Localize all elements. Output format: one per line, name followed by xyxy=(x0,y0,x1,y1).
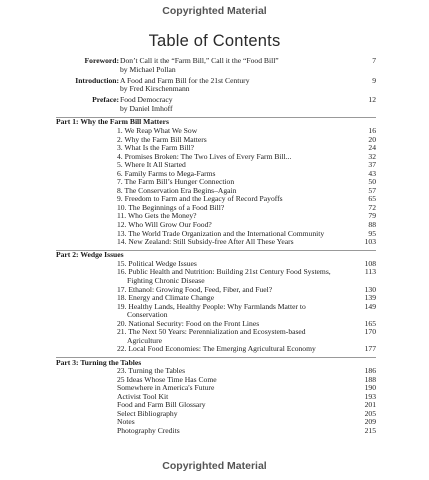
front-matter-title: Don’t Call it the “Farm Bill,” Call it the “Food Bill” xyxy=(120,56,279,65)
copyright-watermark-top: Copyrighted Material xyxy=(162,5,267,17)
toc-entry-title: Notes xyxy=(117,417,135,427)
page-number: 165 xyxy=(364,318,376,328)
page-number: 113 xyxy=(364,267,376,277)
toc-entry-title: 11. Who Gets the Money? xyxy=(117,211,197,221)
toc-entry-title: 20. National Security: Food on the Front Lines xyxy=(117,318,260,328)
page-number: 170 xyxy=(364,327,376,337)
page-number: 43 xyxy=(368,168,376,178)
toc-entry xyxy=(56,136,376,145)
toc-entry xyxy=(56,328,376,345)
page-number: 108 xyxy=(364,258,376,268)
page-number: 139 xyxy=(364,293,376,303)
toc-entry-title: 12. Who Will Grow Our Food? xyxy=(117,220,212,230)
copyright-watermark-bottom: Copyrighted Material xyxy=(162,460,267,472)
toc-entry-title: Activist Tool Kit xyxy=(117,391,169,401)
page-number: 88 xyxy=(368,220,376,230)
part-heading: Part 2: Wedge Issues xyxy=(56,250,376,260)
toc-entry xyxy=(56,427,376,436)
toc-entry-title: Somewhere in America's Future xyxy=(117,383,215,393)
part-heading: Part 1: Why the Farm Bill Matters xyxy=(56,117,376,127)
toc-entry xyxy=(56,393,376,402)
page-number: 201 xyxy=(364,400,376,410)
toc-entry xyxy=(56,153,376,162)
page-number: 205 xyxy=(364,408,376,418)
toc-entry-title: 25 Ideas Whose Time Has Come xyxy=(117,374,217,384)
toc-entry xyxy=(56,410,376,419)
page-number: 65 xyxy=(368,194,376,204)
page-number: 209 xyxy=(364,417,376,427)
page-number: 16 xyxy=(368,126,376,136)
page-number: 215 xyxy=(364,425,376,435)
toc-entry-title: 10. The Beginnings of a Food Bill? xyxy=(117,202,225,212)
toc-entry xyxy=(56,376,376,385)
page-number: 190 xyxy=(364,383,376,393)
page-number: 130 xyxy=(364,284,376,294)
page-number: 186 xyxy=(364,366,376,376)
toc-entry-title: 6. Family Farms to Mega-Farms xyxy=(117,168,216,178)
page-number: 57 xyxy=(368,185,376,195)
toc-entry-title: 22. Local Food Economies: The Emerging Agricultural Economy xyxy=(117,344,316,354)
page-title: Table of Contents xyxy=(148,32,281,50)
toc-entry-title: 13. The World Trade Organization and the International Community xyxy=(117,228,325,238)
page-number: 149 xyxy=(364,301,376,311)
toc-entry xyxy=(56,418,376,427)
toc-entry-title: 17. Ethanol: Growing Food, Feed, Fiber, and Fuel? xyxy=(117,284,273,294)
front-matter-author: by Fred Kirschenmann xyxy=(120,84,190,94)
page-number: 20 xyxy=(368,134,376,144)
front-matter-label: Introduction: xyxy=(75,75,119,85)
toc-entry-title: 3. What Is the Farm Bill? xyxy=(117,143,195,153)
toc-entry-title: 14. New Zealand: Still Subsidy-free After All These Years xyxy=(117,237,294,247)
toc-entry-title: 5. Where It All Started xyxy=(117,160,186,170)
toc-entry-title: 23. Turning the Tables xyxy=(117,366,186,376)
toc-entry xyxy=(56,286,376,295)
front-matter-author: by Michael Pollan xyxy=(120,64,176,74)
toc-entry-title: 7. The Farm Bill’s Hunger Connection xyxy=(117,177,235,187)
toc-entry-title-continued: Agriculture xyxy=(127,335,163,345)
page-number: 193 xyxy=(364,391,376,401)
toc-entry-title: 1. We Reap What We Sow xyxy=(117,126,198,136)
toc-entry xyxy=(56,212,376,221)
toc-entry xyxy=(56,161,376,170)
page-number: 12 xyxy=(368,95,376,105)
page-number: 103 xyxy=(364,237,376,247)
toc-entry-title: Select Bibliography xyxy=(117,408,178,418)
toc-entry xyxy=(56,268,376,285)
front-matter-title: Food Democracy xyxy=(120,95,173,105)
toc-entry-title-continued: Conservation xyxy=(127,310,168,320)
toc-entry xyxy=(56,127,376,136)
page-number: 9 xyxy=(372,75,376,85)
toc-entry-title: 18. Energy and Climate Change xyxy=(117,293,215,303)
toc-entry-title: 9. Freedom to Farm and the Legacy of Record Payoffs xyxy=(117,194,283,204)
toc-entry xyxy=(56,384,376,393)
front-matter-label: Foreword: xyxy=(84,56,119,65)
front-matter-entry xyxy=(56,96,376,113)
toc-entry-title: Food and Farm Bill Glossary xyxy=(117,400,206,410)
part-heading: Part 3: Turning the Tables xyxy=(56,357,376,367)
toc-entry xyxy=(56,345,376,354)
table-of-contents xyxy=(56,57,376,436)
toc-entry xyxy=(56,401,376,410)
front-matter-entry xyxy=(56,57,376,74)
toc-entry-title: 2. Why the Farm Bill Matters xyxy=(117,134,207,144)
toc-entry-title: Photography Credits xyxy=(117,425,180,435)
page-number: 79 xyxy=(368,211,376,221)
toc-entry-title: 21. The Next 50 Years: Perennialization and Ecosystem-based xyxy=(117,327,306,337)
page-number: 95 xyxy=(368,228,376,238)
page-number: 72 xyxy=(368,202,376,212)
front-matter-title: A Food and Farm Bill for the 21st Century xyxy=(120,75,250,85)
page-number: 32 xyxy=(368,151,376,161)
toc-entry xyxy=(56,238,376,247)
toc-entry xyxy=(56,204,376,213)
page-number: 7 xyxy=(372,56,376,65)
toc-entry xyxy=(56,303,376,320)
toc-entry-title: 16. Public Health and Nutrition: Building 21st Century Food Systems, xyxy=(117,267,331,277)
page-number: 188 xyxy=(364,374,376,384)
front-matter-entry xyxy=(56,77,376,94)
toc-entry-title: 15. Political Wedge Issues xyxy=(117,258,197,268)
toc-entry-title: 4. Promises Broken: The Two Lives of Every Farm Bill... xyxy=(117,151,292,161)
toc-entry-title: 8. The Conservation Era Begins–Again xyxy=(117,185,237,195)
front-matter-author: by Daniel Imhoff xyxy=(120,103,173,113)
page-number: 24 xyxy=(368,143,376,153)
front-matter-label: Preface: xyxy=(92,95,119,105)
page-number: 50 xyxy=(368,177,376,187)
page-number: 37 xyxy=(368,160,376,170)
page-number: 177 xyxy=(364,344,376,354)
toc-entry-title-continued: Fighting Chronic Disease xyxy=(127,276,205,285)
toc-entry-title: 19. Healthy Lands, Healthy People: Why Farmlands Matter to xyxy=(117,301,306,311)
